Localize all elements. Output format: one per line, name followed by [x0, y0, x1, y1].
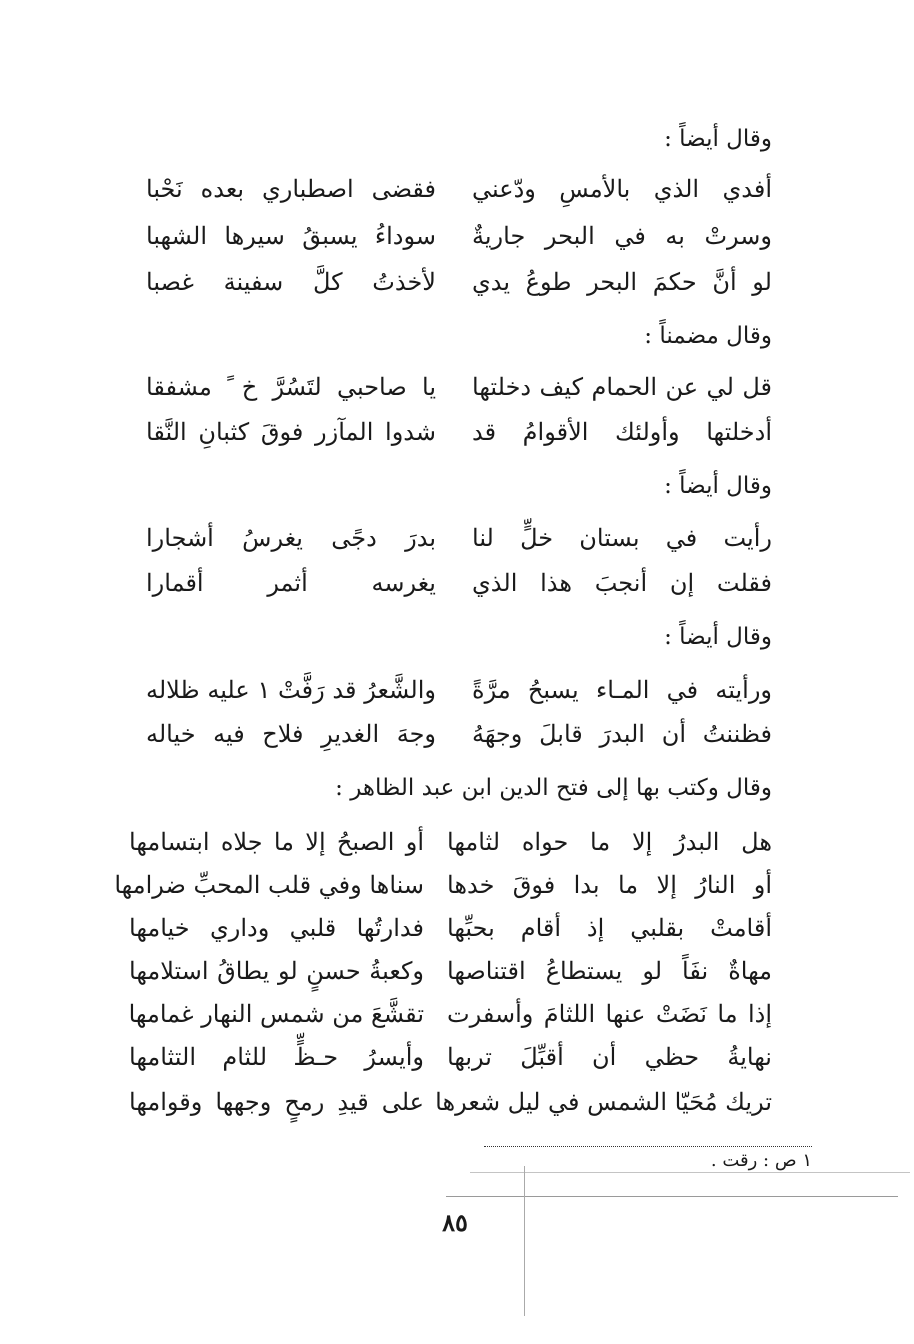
verse-first-hemistich: لو أنَّ حكمَ البحر طوعُ يدي: [472, 268, 772, 296]
verse-second-hemistich: وجهَ الغديرِ فلاح فيه خياله: [146, 720, 436, 748]
page-number: ٨٥: [442, 1208, 468, 1237]
verse-first-hemistich: رأيت في بستان خلٍّ لنا: [472, 524, 772, 552]
verse-second-hemistich: على قيدِ رمحٍ وجهها وقوامها: [129, 1088, 424, 1116]
verse-second-hemistich: لأخذتُ كلَّ سفينة غصبا: [146, 268, 436, 296]
verse-second-hemistich: شدوا المآزر فوقَ كثبانِ النَّقا: [146, 418, 436, 446]
verse-second-hemistich: فدارتُها قلبي وداري خيامها: [129, 914, 424, 942]
scan-edge-line: [470, 1172, 910, 1173]
verse-second-hemistich: سناها وفي قلب المحبِّ ضرامها: [114, 871, 424, 899]
verse-second-hemistich: يغرسه أثمر أقمارا: [146, 569, 436, 597]
verse-first-hemistich: فقلت إن أنجبَ هذا الذي: [472, 569, 772, 597]
scan-fold-line: [524, 1166, 525, 1316]
verse-first-hemistich: أفدي الذي بالأمسِ ودّعني: [472, 175, 772, 203]
verse-second-hemistich: وكعبةُ حسنٍ لو يطاقُ استلامها: [129, 957, 424, 985]
verse-first-hemistich: قل لي عن الحمام كيف دخلتها: [472, 373, 772, 401]
section-heading: وقال أيضاً :: [664, 126, 772, 152]
verse-second-hemistich: يا صاحبي لتَسُرَّ خ ً مشفقا: [146, 373, 436, 401]
verse-second-hemistich: والشَّعرُ قد رَفَّتْ ١ عليه ظلاله: [146, 676, 437, 704]
verse-first-hemistich: نهايةُ حظي أن أقبِّلَ تربها: [447, 1043, 772, 1071]
verse-first-hemistich: وسرتْ به في البحر جاريةٌ: [472, 222, 772, 250]
verse-second-hemistich: أو الصبحُ إلا ما جلاه ابتسامها: [129, 828, 424, 856]
verse-first-hemistich: مهاةٌ نفَاً لو يستطاعُ اقتناصها: [447, 957, 772, 985]
verse-first-hemistich: هل البدرُ إلا ما حواه لثامها: [447, 828, 772, 856]
verse-second-hemistich: تقشَّعَ من شمس النهار غمامها: [128, 1000, 424, 1028]
section-heading: وقال أيضاً :: [664, 624, 772, 650]
verse-first-hemistich: ورأيته في المـاء يسبحُ مرَّةً: [472, 676, 772, 704]
section-heading: وقال وكتب بها إلى فتح الدين ابن عبد الظاهر :: [335, 775, 772, 801]
verse-first-hemistich: أو النارُ إلا ما بدا فوقَ خدها: [447, 871, 772, 899]
verse-first-hemistich: إذا ما نَضَتْ عنها اللثامَ وأسفرت: [447, 1000, 772, 1028]
verse-second-hemistich: بدرَ دجًى يغرسُ أشجارا: [146, 524, 436, 552]
verse-second-hemistich: فقضى اصطباري بعده نَحْبا: [146, 175, 436, 203]
scan-edge-line: [446, 1196, 898, 1197]
verse-second-hemistich: سوداءُ يسبقُ سيرها الشهبا: [146, 222, 436, 250]
section-heading: وقال مضمناً :: [644, 323, 772, 349]
verse-first-hemistich: أقامتْ بقلبي إذ أقام بحبِّها: [447, 914, 772, 942]
verse-first-hemistich: فظننتُ أن البدرَ قابلَ وجهَهُ: [472, 720, 772, 748]
verse-first-hemistich: أدخلتها وأولئك الأقوامُ قد: [472, 418, 772, 446]
verse-second-hemistich: وأيسرُ حـظٍّ للثام التثامها: [129, 1043, 424, 1071]
footnote: ١ ص : رقت .: [710, 1150, 812, 1171]
footnote-divider: [484, 1146, 812, 1147]
verse-first-hemistich: تريك مُحَيّا الشمس في ليل شعرها: [435, 1088, 772, 1116]
section-heading: وقال أيضاً :: [664, 473, 772, 499]
